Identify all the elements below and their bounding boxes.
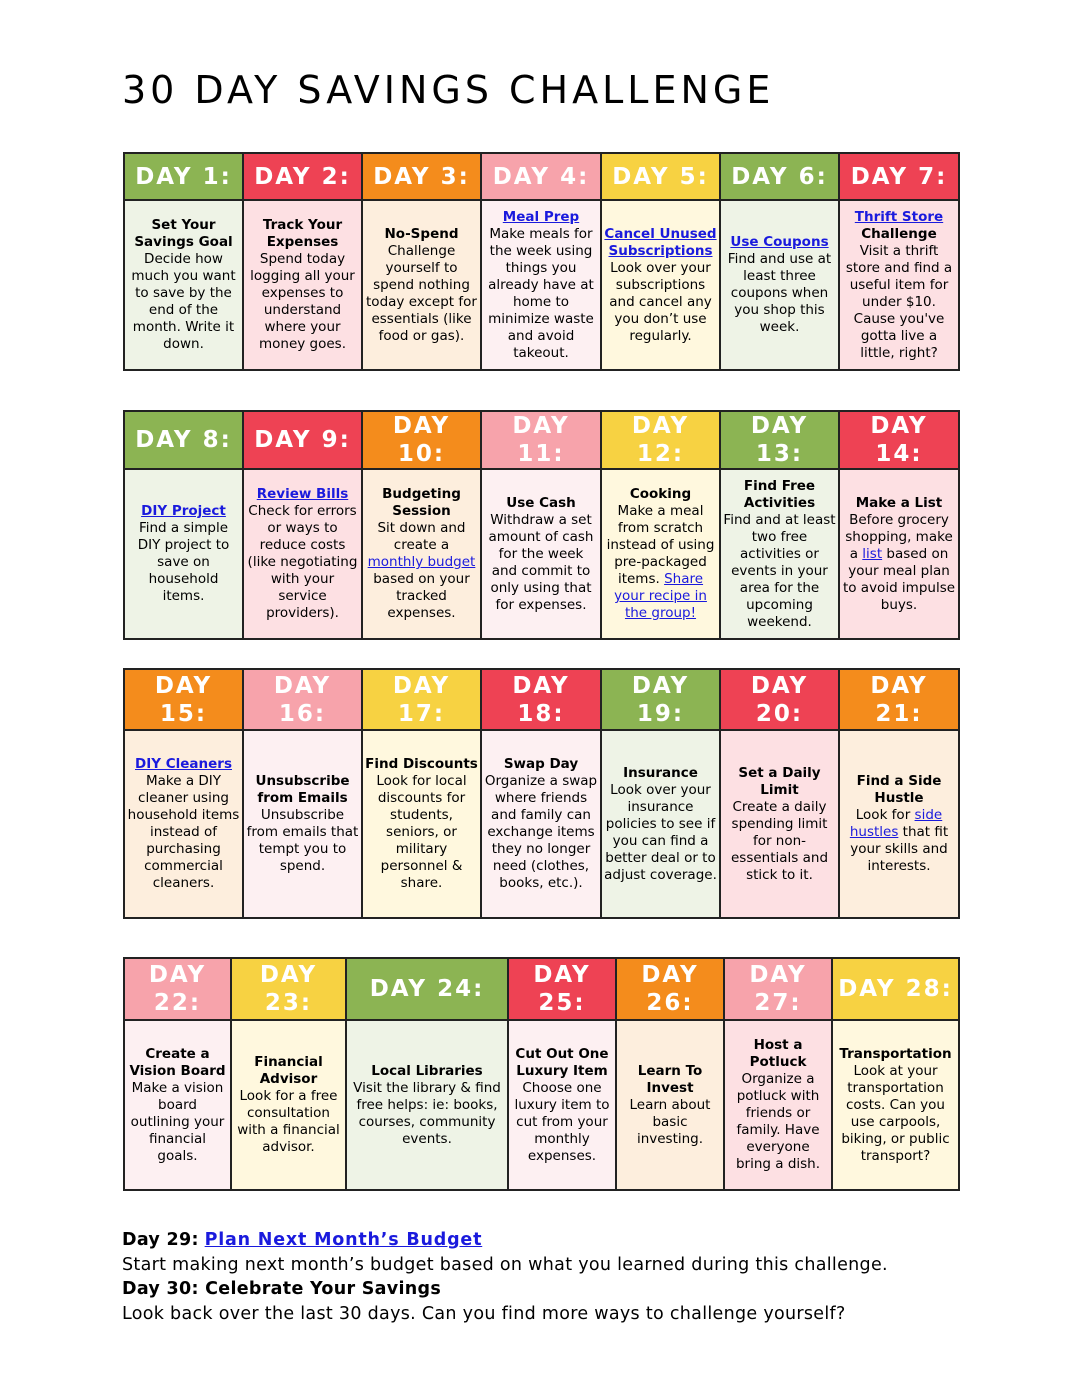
day-header: DAY 23:	[231, 958, 346, 1020]
day-cell	[481, 469, 601, 639]
week-1-table	[123, 152, 960, 371]
day-cell	[362, 469, 481, 639]
task-text: Look for a free consultation with a financial advisor.	[237, 1088, 340, 1155]
task-title: Find Discounts	[365, 756, 478, 772]
week-4-table	[123, 957, 960, 1191]
day-cell	[601, 469, 720, 639]
day-cell	[508, 1020, 616, 1190]
day-header: DAY 21:	[839, 669, 959, 730]
day-cell	[124, 730, 243, 918]
day-cell	[839, 469, 959, 639]
day-header: DAY 13:	[720, 411, 839, 469]
day-header: DAY 15:	[124, 669, 243, 730]
day-header: DAY 2:	[243, 153, 362, 200]
task-title: Unsubscribe from Emails	[255, 773, 350, 806]
task-link[interactable]: Thrift Store	[854, 208, 944, 225]
day-cell	[124, 200, 243, 370]
task-text: Unsubscribe from emails that tempt you to spend.	[246, 807, 359, 874]
task-title: Local Libraries	[371, 1062, 483, 1079]
day-29-text: Start making next month’s budget based on what you learned during this challenge.	[122, 1254, 888, 1275]
task-title: Use Cash	[506, 494, 576, 511]
task-text: Make a DIY cleaner using household items instead of purchasing commercial cleaners.	[127, 773, 240, 891]
day-cell	[231, 1020, 346, 1190]
day-header: DAY 27:	[724, 958, 832, 1020]
day-cell	[346, 1020, 508, 1190]
task-text: Sit down and create a	[377, 520, 466, 553]
task-title: Set a Daily Limit	[738, 764, 821, 798]
task-title: Challenge	[861, 225, 937, 242]
task-text: Create a daily spending limit for non-essentials and stick to it.	[730, 798, 829, 883]
task-text: Look over your subscriptions and cancel any you don’t use regularly.	[609, 259, 712, 344]
page-title: 30 DAY SAVINGS CHALLENGE	[122, 68, 775, 112]
task-text: Find a simple DIY project to save on household items.	[137, 520, 230, 604]
day-header: DAY 9:	[243, 411, 362, 469]
day-29-line	[122, 1228, 982, 1253]
day-cell	[243, 200, 362, 370]
day-cell	[720, 469, 839, 639]
task-title: Cut Out One Luxury Item	[515, 1045, 609, 1079]
week-3-table	[123, 668, 960, 919]
day-header: DAY 7:	[839, 153, 959, 200]
task-text: Make a vision board outlining your financial goals.	[130, 1079, 225, 1164]
day-cell	[124, 469, 243, 639]
day-cell	[601, 730, 720, 918]
day-cell	[616, 1020, 724, 1190]
task-title: Find a Side Hustle	[856, 773, 942, 806]
task-text: Learn about basic investing.	[629, 1096, 711, 1147]
day-cell	[362, 730, 481, 918]
task-text: Organize a potluck with friends or family. Have everyone bring a dish.	[735, 1071, 821, 1172]
day-cell	[720, 730, 839, 918]
task-link[interactable]: Use Coupons	[730, 234, 829, 250]
week-2-table	[123, 410, 960, 640]
day-header: DAY 26:	[616, 958, 724, 1020]
day-cell	[124, 1020, 231, 1190]
day-30-label: Day 30: Celebrate Your Savings	[122, 1279, 442, 1299]
task-title: Make a List	[855, 494, 943, 511]
day-30-text: Look back over the last 30 days. Can you find more ways to challenge yourself?	[122, 1303, 846, 1324]
task-text: Make a meal from scratch instead of using pre-packaged items.	[606, 503, 715, 587]
final-days	[122, 1228, 982, 1326]
task-text: Visit the library & find free helps: ie: books, courses, community events.	[353, 1079, 501, 1147]
day-cell	[832, 1020, 959, 1190]
task-text: Look over your insurance policies to see if you can find a better deal or to adjust coverage.	[604, 781, 717, 883]
day-header: DAY 25:	[508, 958, 616, 1020]
task-text: Decide how much you want to save by the end of the month. Write it down.	[131, 251, 236, 352]
list-link[interactable]: list	[862, 545, 883, 562]
task-text: Organize a swap where friends and family can exchange items they no longer need (clothes, books, etc.).	[484, 773, 598, 891]
day-header: DAY 11:	[481, 411, 601, 469]
task-title: Create a Vision Board	[129, 1045, 226, 1079]
day-header: DAY 12:	[601, 411, 720, 469]
day-cell	[243, 469, 362, 639]
task-title: Learn To Invest	[637, 1062, 703, 1096]
task-text: Spend today logging all your expenses to understand where your money goes.	[250, 251, 355, 352]
day-header: DAY 20:	[720, 669, 839, 730]
day-header: DAY 14:	[839, 411, 959, 469]
task-text: Challenge yourself to spend nothing today except for essentials (like food or gas).	[366, 242, 477, 344]
day-cell	[839, 200, 959, 370]
task-link[interactable]: Meal Prep	[502, 208, 580, 225]
day-29-label: Day 29:	[122, 1230, 199, 1250]
task-text: Before grocery shopping, make a	[845, 511, 953, 562]
task-title: Swap Day	[503, 756, 579, 772]
task-link[interactable]: Review Bills	[256, 486, 349, 502]
task-text: Look at your transportation costs. Can you use carpools, biking, or public transport?	[841, 1062, 950, 1164]
task-text: Visit a thrift store and find a useful item for under $10. Cause you've gotta live a little, right?	[845, 242, 953, 361]
share-recipe-link[interactable]: Share your recipe in the group!	[614, 571, 707, 621]
task-title: Host a Potluck	[749, 1037, 807, 1070]
monthly-budget-link[interactable]: monthly budget	[367, 554, 476, 570]
task-text: Withdraw a set amount of cash for the week and commit to only using that for expenses.	[488, 511, 594, 613]
day-header: DAY 19:	[601, 669, 720, 730]
task-text: Make meals for the week using things you already have at home to minimize waste and avoid takeout.	[488, 225, 594, 361]
task-title: Budgeting Session	[382, 486, 461, 519]
day-cell	[362, 200, 481, 370]
plan-budget-link[interactable]: Plan Next Month’s Budget	[204, 1230, 483, 1250]
day-header: DAY 17:	[362, 669, 481, 730]
task-text: Find and at least two free activities or events in your area for the upcoming weekend.	[723, 511, 836, 630]
day-cell	[243, 730, 362, 918]
day-cell	[481, 730, 601, 918]
task-link[interactable]: DIY Project	[141, 503, 226, 519]
day-header: DAY 24:	[346, 958, 508, 1020]
day-cell	[601, 200, 720, 370]
task-link[interactable]: DIY Cleaners	[135, 756, 232, 772]
task-title: Transportation	[839, 1045, 952, 1062]
day-header: DAY 16:	[243, 669, 362, 730]
task-text: Check for errors or ways to reduce costs (like negotiating with your service providers).	[247, 503, 358, 621]
day-header: DAY 3:	[362, 153, 481, 200]
task-text: Choose one luxury item to cut from your monthly expenses.	[514, 1079, 610, 1164]
day-header: DAY 4:	[481, 153, 601, 200]
task-text: Look for local discounts for students, seniors, or military personnel & share.	[376, 773, 467, 891]
day-cell	[839, 730, 959, 918]
task-text: based on your meal plan to avoid impulse buys.	[842, 545, 956, 613]
task-text: Find and use at least three coupons when you shop this week.	[727, 251, 832, 335]
day-header: DAY 10:	[362, 411, 481, 469]
task-title: Financial Advisor	[254, 1054, 323, 1087]
task-text: that fit your skills and interests.	[850, 824, 949, 874]
task-text: Look for	[855, 807, 911, 823]
task-title: Find Free Activities	[743, 477, 816, 511]
day-header: DAY 28:	[832, 958, 959, 1020]
task-title: Insurance	[623, 764, 698, 781]
day-header: DAY 22:	[124, 958, 231, 1020]
day-header: DAY 5:	[601, 153, 720, 200]
task-link[interactable]: Cancel Unused Subscriptions	[604, 225, 717, 259]
task-title: No-Spend	[384, 225, 459, 242]
day-cell	[481, 200, 601, 370]
day-header: DAY 8:	[124, 411, 243, 469]
task-title: Cooking	[629, 486, 692, 502]
day-header: DAY 1:	[124, 153, 243, 200]
side-hustles-link[interactable]: side hustles	[849, 807, 943, 840]
day-cell	[720, 200, 839, 370]
task-title: Set Your Savings Goal	[134, 217, 233, 250]
day-cell	[724, 1020, 832, 1190]
task-title: Track Your Expenses	[262, 217, 343, 250]
task-text: based on your tracked expenses.	[373, 571, 470, 621]
day-header: DAY 6:	[720, 153, 839, 200]
day-header: DAY 18:	[481, 669, 601, 730]
